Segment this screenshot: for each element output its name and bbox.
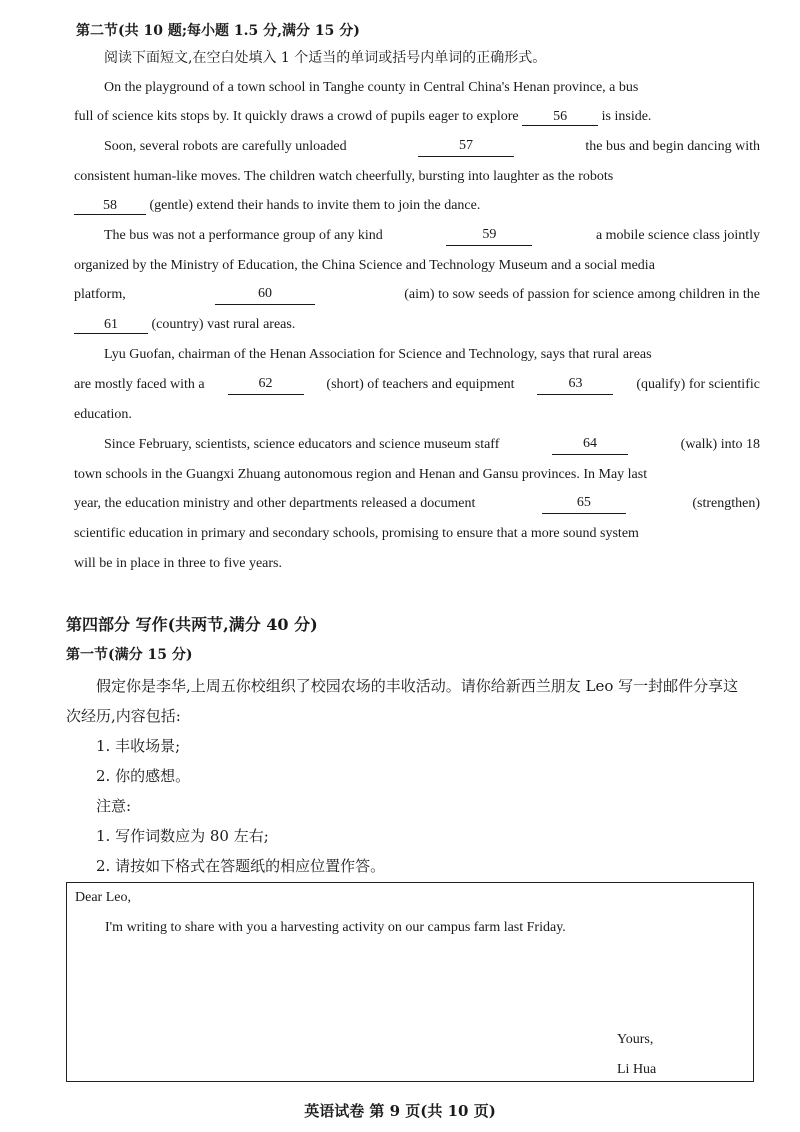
p2-line-3-text: (gentle) extend their hands to invite them to join the dance. bbox=[149, 198, 481, 213]
letter-opening: I'm writing to share with you a harvesting activity on our campus farm last Friday. bbox=[105, 920, 566, 935]
p3-line-2: organized by the Ministry of Education, the China Science and Technology Museum and a social media bbox=[74, 258, 655, 273]
p5-line-5: will be in place in three to five years. bbox=[74, 556, 282, 571]
content-point-1: 1. 丰收场景; bbox=[96, 737, 181, 755]
p2-line-1-end: the bus and begin dancing with bbox=[585, 139, 760, 154]
writing-prompt-line-2: 次经历,内容包括: bbox=[66, 707, 181, 725]
p3-line-1-end: a mobile science class jointly bbox=[595, 228, 760, 243]
p4-line-1: Lyu Guofan, chairman of the Henan Association for Science and Technology, says that rural areas bbox=[104, 347, 652, 362]
p5-line-2: town schools in the Guangxi Zhuang autonomous region and Henan and Gansu provinces. In May last bbox=[74, 467, 648, 482]
blank-57[interactable]: 57 bbox=[418, 137, 514, 157]
p2-line-3 bbox=[74, 196, 480, 216]
writing-prompt-line-1: 假定你是李华,上周五你校组织了校园农场的丰收活动。请你给新西兰朋友 Leo 写一封邮件分享这 bbox=[96, 677, 739, 695]
blank-65[interactable]: 65 bbox=[542, 494, 626, 514]
p1-line-2 bbox=[74, 107, 760, 127]
blank-58[interactable]: 58 bbox=[74, 197, 146, 215]
letter-closing: Yours, bbox=[617, 1032, 654, 1047]
blank-62[interactable]: 62 bbox=[228, 375, 304, 395]
letter-signature: Li Hua bbox=[617, 1062, 657, 1077]
p2-line-1-text: Soon, several robots are carefully unloaded bbox=[104, 139, 347, 154]
blank-64[interactable]: 64 bbox=[552, 435, 628, 455]
letter-salutation: Dear Leo, bbox=[75, 890, 131, 905]
p5-line-3 bbox=[74, 494, 760, 514]
p5-line-3-text: year, the education ministry and other departments released a document bbox=[74, 496, 476, 511]
p4-line-2 bbox=[74, 375, 760, 395]
page-footer: 英语试卷 第 9 页(共 10 页) bbox=[304, 1102, 496, 1120]
p3-line-1 bbox=[104, 226, 760, 246]
part-4-section-1-title: 第一节(满分 15 分) bbox=[66, 647, 193, 663]
p5-line-1 bbox=[104, 435, 760, 455]
p5-line-4: scientific education in primary and secondary schools, promising to ensure that a more sound system bbox=[74, 526, 639, 541]
p3-line-3-text: platform, bbox=[74, 287, 126, 302]
p5-line-1-end: (walk) into 18 bbox=[680, 437, 760, 452]
p2-line-2: consistent human-like moves. The children watch cheerfully, bursting into laughter as the robots bbox=[74, 169, 614, 184]
section-2-title: 第二节(共 10 题;每小题 1.5 分,满分 15 分) bbox=[76, 23, 360, 39]
letter-format-box bbox=[66, 882, 754, 1082]
note-label: 注意: bbox=[96, 797, 132, 815]
p3-line-4-text: (country) vast rural areas. bbox=[151, 317, 296, 332]
p3-line-3-end: (aim) to sow seeds of passion for science among children in the bbox=[404, 287, 760, 302]
p4-line-2-text: are mostly faced with a bbox=[74, 377, 205, 392]
section-2-instruction: 阅读下面短文,在空白处填入 1 个适当的单词或括号内单词的正确形式。 bbox=[104, 50, 547, 66]
p2-line-1 bbox=[104, 137, 760, 157]
p3-line-4 bbox=[74, 315, 295, 335]
p4-line-2-end: (qualify) for scientific bbox=[636, 377, 760, 392]
p3-line-1-text: The bus was not a performance group of any kind bbox=[104, 228, 383, 243]
p5-line-3-end: (strengthen) bbox=[692, 496, 760, 511]
blank-59[interactable]: 59 bbox=[446, 226, 532, 246]
blank-61[interactable]: 61 bbox=[74, 316, 148, 334]
p1-line-1: On the playground of a town school in Tanghe county in Central China's Henan province, a bus bbox=[104, 80, 639, 95]
blank-63[interactable]: 63 bbox=[537, 375, 613, 395]
blank-60[interactable]: 60 bbox=[215, 285, 315, 305]
content-point-2: 2. 你的感想。 bbox=[96, 767, 191, 785]
blank-56[interactable]: 56 bbox=[522, 108, 598, 126]
p1-line-2-end: is inside. bbox=[601, 109, 652, 124]
p5-line-1-text: Since February, scientists, science educators and science museum staff bbox=[104, 437, 500, 452]
note-2: 2. 请按如下格式在答题纸的相应位置作答。 bbox=[96, 857, 386, 875]
p4-line-3: education. bbox=[74, 407, 132, 422]
p3-line-3 bbox=[74, 285, 760, 305]
p4-line-2-mid: (short) of teachers and equipment bbox=[326, 377, 515, 392]
p1-line-2-text: full of science kits stops by. It quickly draws a crowd of pupils eager to explore bbox=[74, 109, 519, 124]
part-4-title: 第四部分 写作(共两节,满分 40 分) bbox=[66, 615, 318, 634]
note-1: 1. 写作词数应为 80 左右; bbox=[96, 827, 269, 845]
